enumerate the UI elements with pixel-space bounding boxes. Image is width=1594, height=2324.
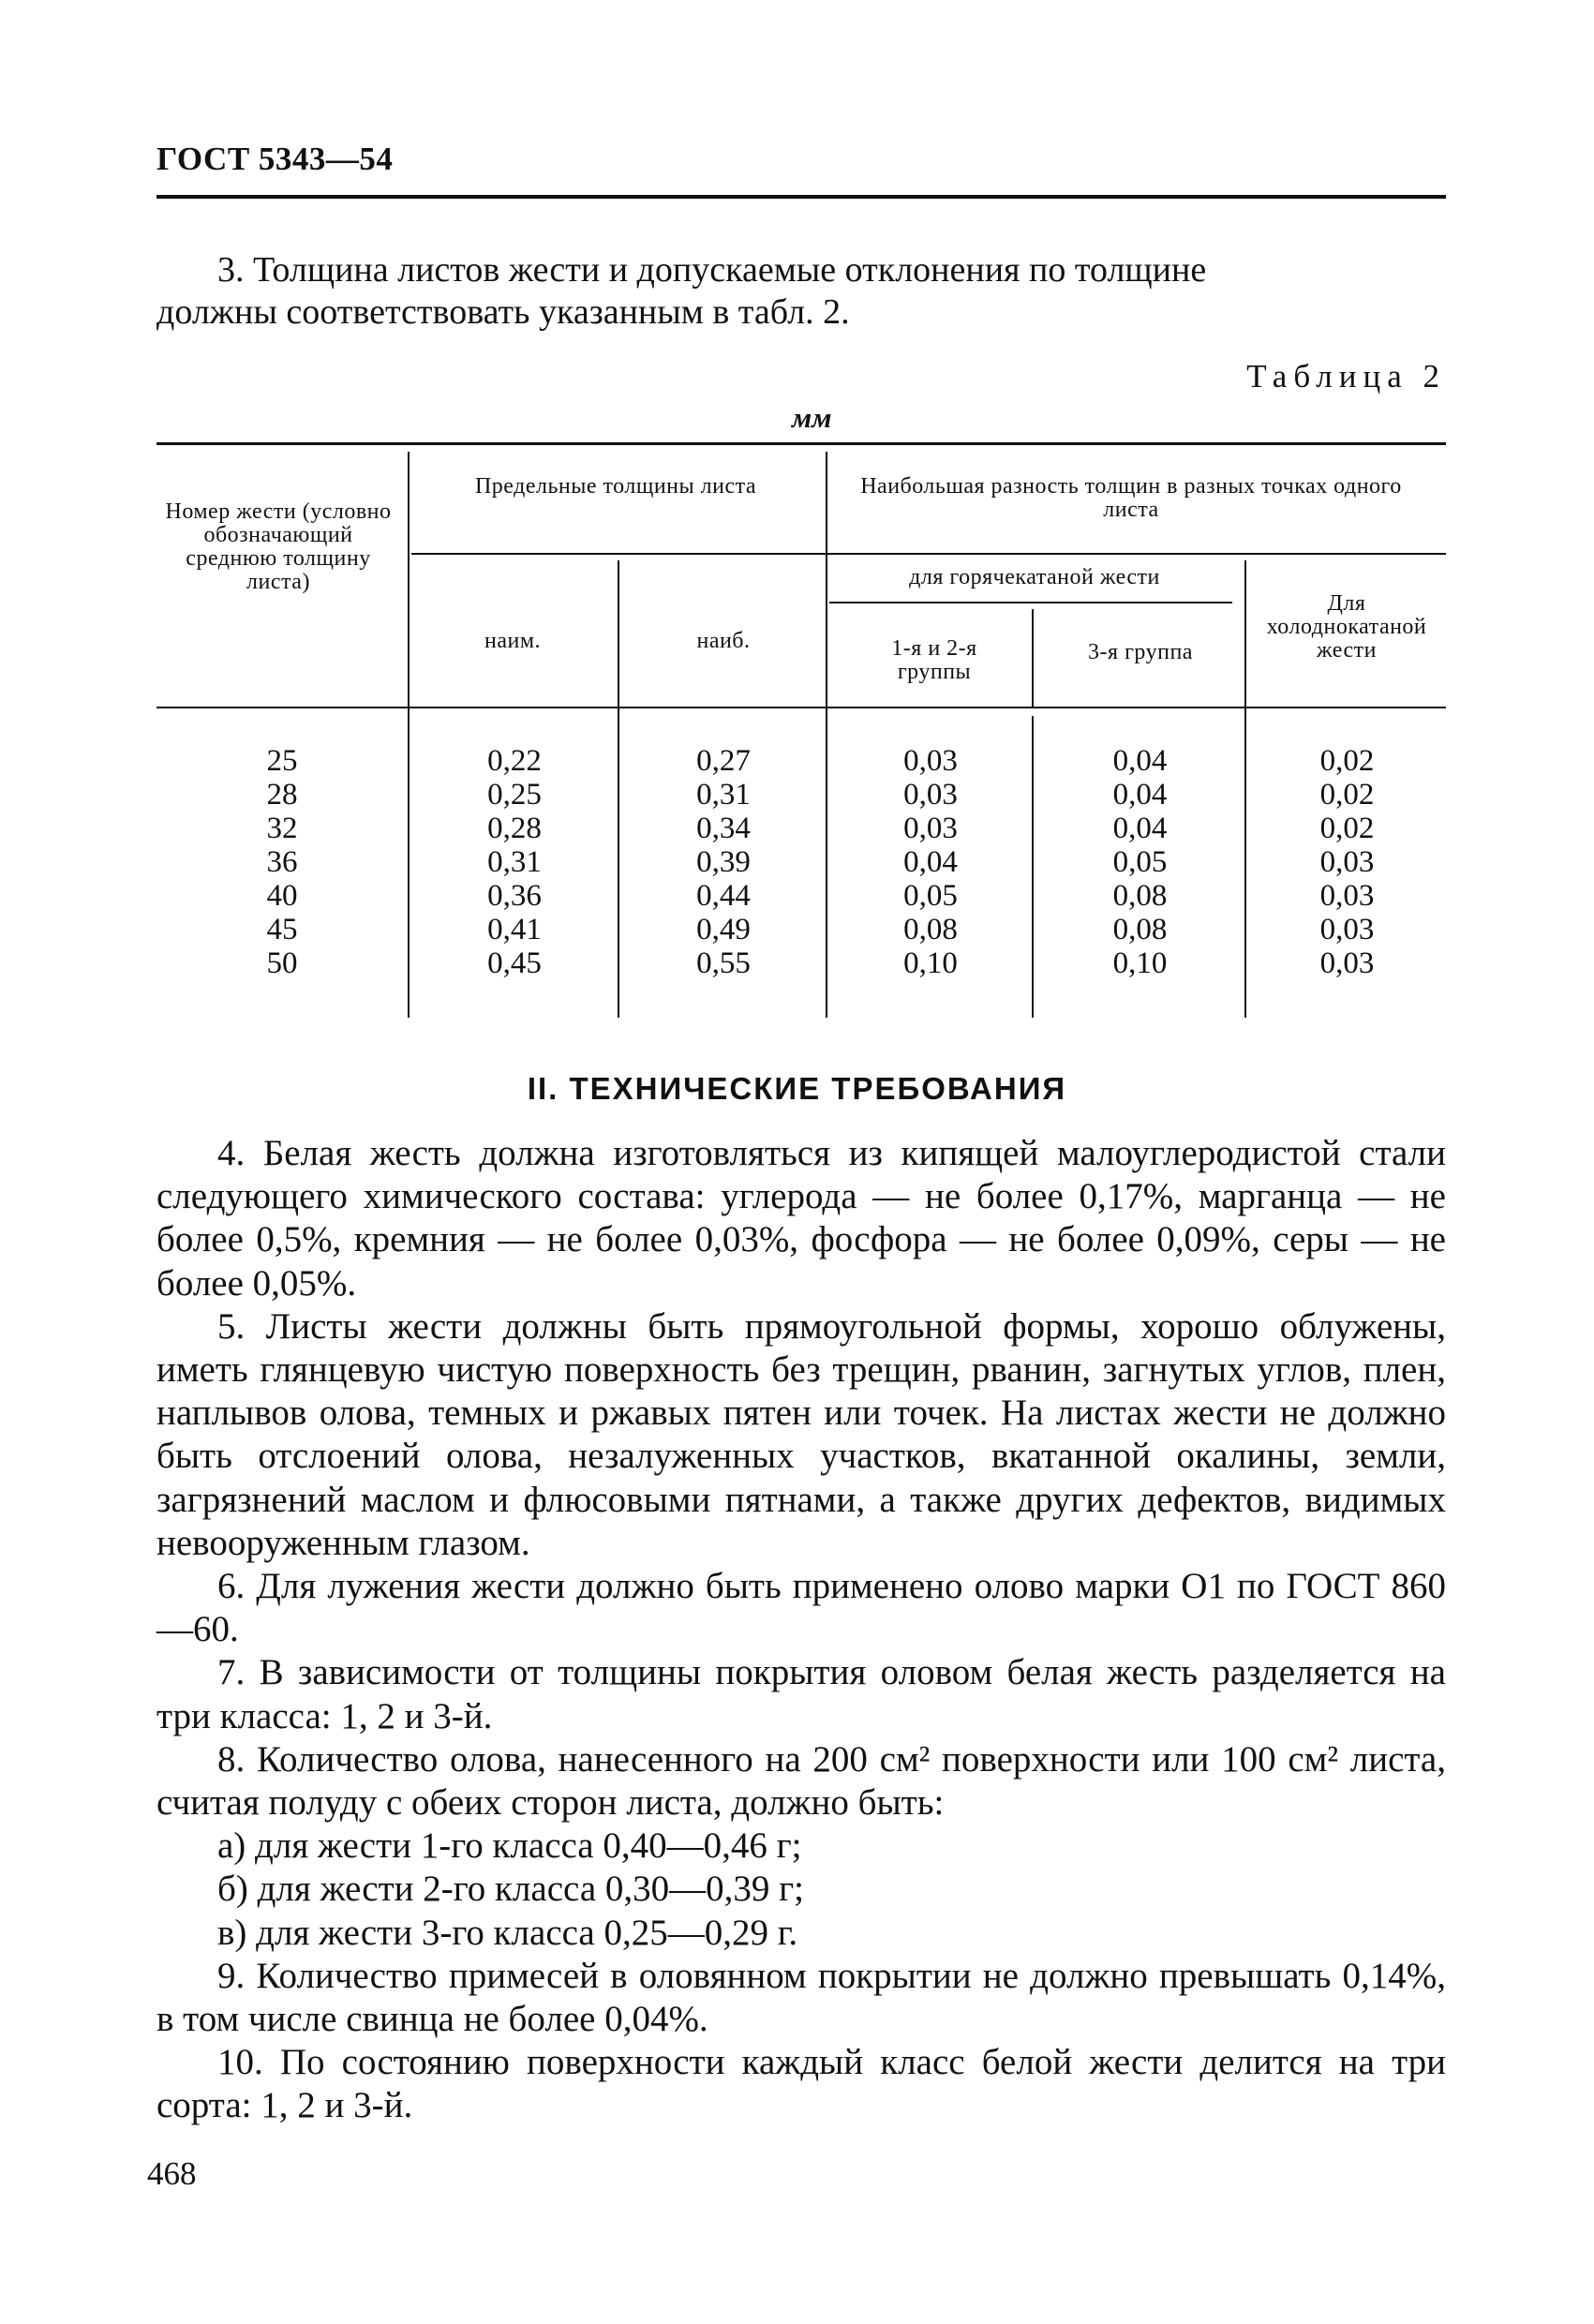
table-cell: 0,10 xyxy=(1112,946,1168,980)
table-cell: 0,31 xyxy=(696,778,751,812)
table-cell: 0,55 xyxy=(696,946,751,980)
table-cell: 32 xyxy=(266,812,298,845)
column-cold-rolled xyxy=(1248,744,1446,980)
table-cell: 0,08 xyxy=(1112,879,1168,913)
table-cell: 0,28 xyxy=(487,812,542,845)
paragraph-9: 9. Количество примесей в оловянном покрытии не должно превышать 0,14%, в том числе свинца не более 0,04%. xyxy=(156,1955,1446,2040)
page-number: 468 xyxy=(147,2155,197,2192)
table-rule xyxy=(829,602,1232,603)
paragraph-5: 5. Листы жести должны быть прямоугольной формы, хорошо облужены, иметь глянцевую чистую поверхность без трещин, рванин, загнутых углов, плен, наплывов олова, темных и ржавых пятен или точек. На листах жести не должно быть отслоений олова, незалуженных участков, вкатанной окалины, земли, загрязнений маслом и флюсовыми пятнами, а также других дефектов, видимых невооруженным глазом. xyxy=(156,1305,1446,1563)
table-cell: 0,02 xyxy=(1319,778,1375,812)
table-cell: 0,04 xyxy=(1112,812,1168,845)
table-cell: 0,36 xyxy=(487,879,542,913)
table-cell: 0,03 xyxy=(903,812,958,845)
table-cell: 36 xyxy=(266,845,298,879)
table-cell: 0,04 xyxy=(1112,744,1168,778)
table-cell: 0,03 xyxy=(903,778,958,812)
paragraph-8a: а) для жести 1-го класса 0,40—0,46 г; xyxy=(217,1825,802,1867)
paragraph-7: 7. В зависимости от толщины покрытия оловом белая жесть разделяется на три класса: 1, 2 и 3-й. xyxy=(156,1652,1446,1736)
header-hot-rolled: для горячекатаной жести xyxy=(909,565,1160,589)
table-cell: 0,02 xyxy=(1319,744,1375,778)
table-cell: 0,03 xyxy=(1319,946,1375,980)
paragraph-6: 6. Для лужения жести должно быть применено олово марки О1 по ГОСТ 860—60. xyxy=(156,1566,1446,1650)
table-cell: 0,04 xyxy=(1112,778,1168,812)
table-column-rule xyxy=(1244,560,1246,1018)
table-cell: 0,41 xyxy=(487,913,542,946)
header-cold-rolled: Для холоднокатаной жести xyxy=(1266,591,1427,663)
intro-line-1: 3. Толщина листов жести и допускаемые отклонения по толщине xyxy=(217,250,1207,290)
table-header-bottom-rule xyxy=(156,707,1446,708)
section-title: II. ТЕХНИЧЕСКИЕ ТРЕБОВАНИЯ xyxy=(527,1071,1067,1106)
table-cell: 0,27 xyxy=(696,744,751,778)
header-min: наим. xyxy=(484,629,542,653)
column-sheet-number xyxy=(156,744,408,980)
table-cell: 45 xyxy=(266,913,298,946)
header-max: наиб. xyxy=(696,629,751,653)
table-cell: 0,25 xyxy=(487,778,542,812)
table-column-rule xyxy=(1032,609,1034,707)
table-cell: 0,44 xyxy=(696,879,751,913)
table-top-rule xyxy=(156,442,1446,445)
table-cell: 0,10 xyxy=(903,946,958,980)
column-min xyxy=(411,744,618,980)
paragraph-8b: б) для жести 2-го класса 0,30—0,39 г; xyxy=(217,1869,804,1910)
table-cell: 0,08 xyxy=(903,913,958,946)
table-cell: 25 xyxy=(266,744,298,778)
header-groups-1-2: 1-я и 2-я группы xyxy=(891,636,977,684)
intro-paragraph xyxy=(156,249,1446,334)
table-cell: 0,05 xyxy=(903,879,958,913)
table-column-rule xyxy=(1032,716,1034,1018)
header-rule xyxy=(156,195,1446,199)
thickness-table xyxy=(156,442,1446,1023)
table-cell: 0,02 xyxy=(1319,812,1375,845)
paragraph-8c: в) для жести 3-го класса 0,25—0,29 г. xyxy=(217,1912,798,1953)
header-sheet-number: Номер жести (условно обозначающий среднюю толщину листа) xyxy=(165,499,392,594)
paragraph-10: 10. По состоянию поверхности каждый класс белой жести делится на три сорта: 1, 2 и 3-й. xyxy=(156,2042,1446,2126)
document-header: ГОСТ 5343—54 xyxy=(156,141,394,177)
paragraph-4: 4. Белая жесть должна изготовляться из кипящей малоуглеродистой стали следующего химического состава: углерода — не более 0,17%, марганца — не более 0,5%, кремния — не более 0,03%, фосфора — не более 0,09%, серы — не более 0,05%. xyxy=(156,1133,1446,1304)
table-units: мм xyxy=(792,401,832,434)
table-cell: 28 xyxy=(266,778,298,812)
table-cell: 0,08 xyxy=(1112,913,1168,946)
table-column-rule xyxy=(408,452,410,1018)
header-limit-thickness: Предельные толщины листа xyxy=(474,474,757,499)
table-cell: 40 xyxy=(266,879,298,913)
table-cell: 0,03 xyxy=(1319,913,1375,946)
table-cell: 0,04 xyxy=(903,845,958,879)
table-column-rule xyxy=(826,452,827,1018)
table-cell: 50 xyxy=(266,946,298,980)
paragraph-8: 8. Количество олова, нанесенного на 200 см² поверхности или 100 см² листа, считая полуду с обеих сторон листа, должно быть: xyxy=(156,1738,1446,1824)
column-max xyxy=(621,744,826,980)
table-cell: 0,22 xyxy=(487,744,542,778)
table-cell: 0,03 xyxy=(1319,879,1375,913)
header-group-3: 3-я группа xyxy=(1088,640,1193,664)
column-hot-group-3 xyxy=(1035,744,1244,980)
table-cell: 0,03 xyxy=(903,744,958,778)
table-cell: 0,31 xyxy=(487,845,542,879)
table-cell: 0,39 xyxy=(696,845,751,879)
table-cell: 0,05 xyxy=(1112,845,1168,879)
table-cell: 0,49 xyxy=(696,913,751,946)
header-max-diff: Наибольшая разность толщин в разных точках одного листа xyxy=(860,474,1402,522)
table-cell: 0,34 xyxy=(696,812,751,845)
table-cell: 0,45 xyxy=(487,946,542,980)
table-caption: Таблица 2 xyxy=(1246,358,1446,395)
table-rule xyxy=(411,553,1446,555)
requirements-body xyxy=(156,1132,1446,2128)
table-column-rule xyxy=(618,560,619,1018)
table-cell: 0,03 xyxy=(1319,845,1375,879)
intro-line-2: должны соответствовать указанным в табл. 2. xyxy=(156,292,850,332)
column-hot-groups-1-2 xyxy=(829,744,1032,980)
